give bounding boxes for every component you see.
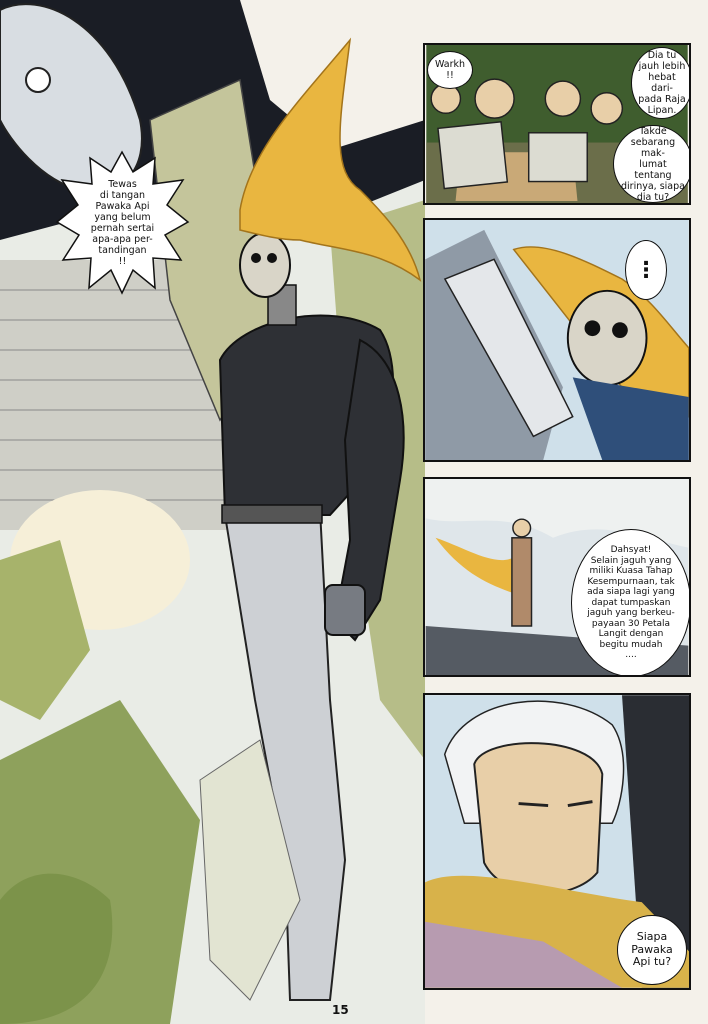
starburst-text: Tewas di tangan Pawaka Api yang belum pernah sertai apa-apa per- tandingan !! [90,178,155,267]
speech-bubble-warkh: Warkh !! [427,51,473,89]
panel-skull-closeup [423,218,691,462]
speech-bubble-takde: Takde sebarang mak- lumat tentang dirinya, siapa dia tu? [613,125,691,203]
speech-bubble-siapa: Siapa Pawaka Api tu? [617,915,687,985]
speech-bubble-raja-lipan: Dia tu jauh lebih hebat dari- pada Raja Lipan. [631,47,691,119]
panel-young-man [423,693,691,990]
speech-bubble-dahsyat: Dahsyat! Selain jaguh yang miliki Kuasa Tahap Kesempurnaan, tak ada siapa lagi yang dapat tumpaskan jaguh yang berkeu- payaan 30 Petala Langit dengan begitu mudah .... [571,529,691,677]
starburst-speech [55,150,190,295]
page-number: 15 [332,1003,349,1017]
panel-figure-on-ledge [423,477,691,677]
panel-crowd [423,43,691,205]
speech-bubble-dots: ⋮ [625,240,667,300]
